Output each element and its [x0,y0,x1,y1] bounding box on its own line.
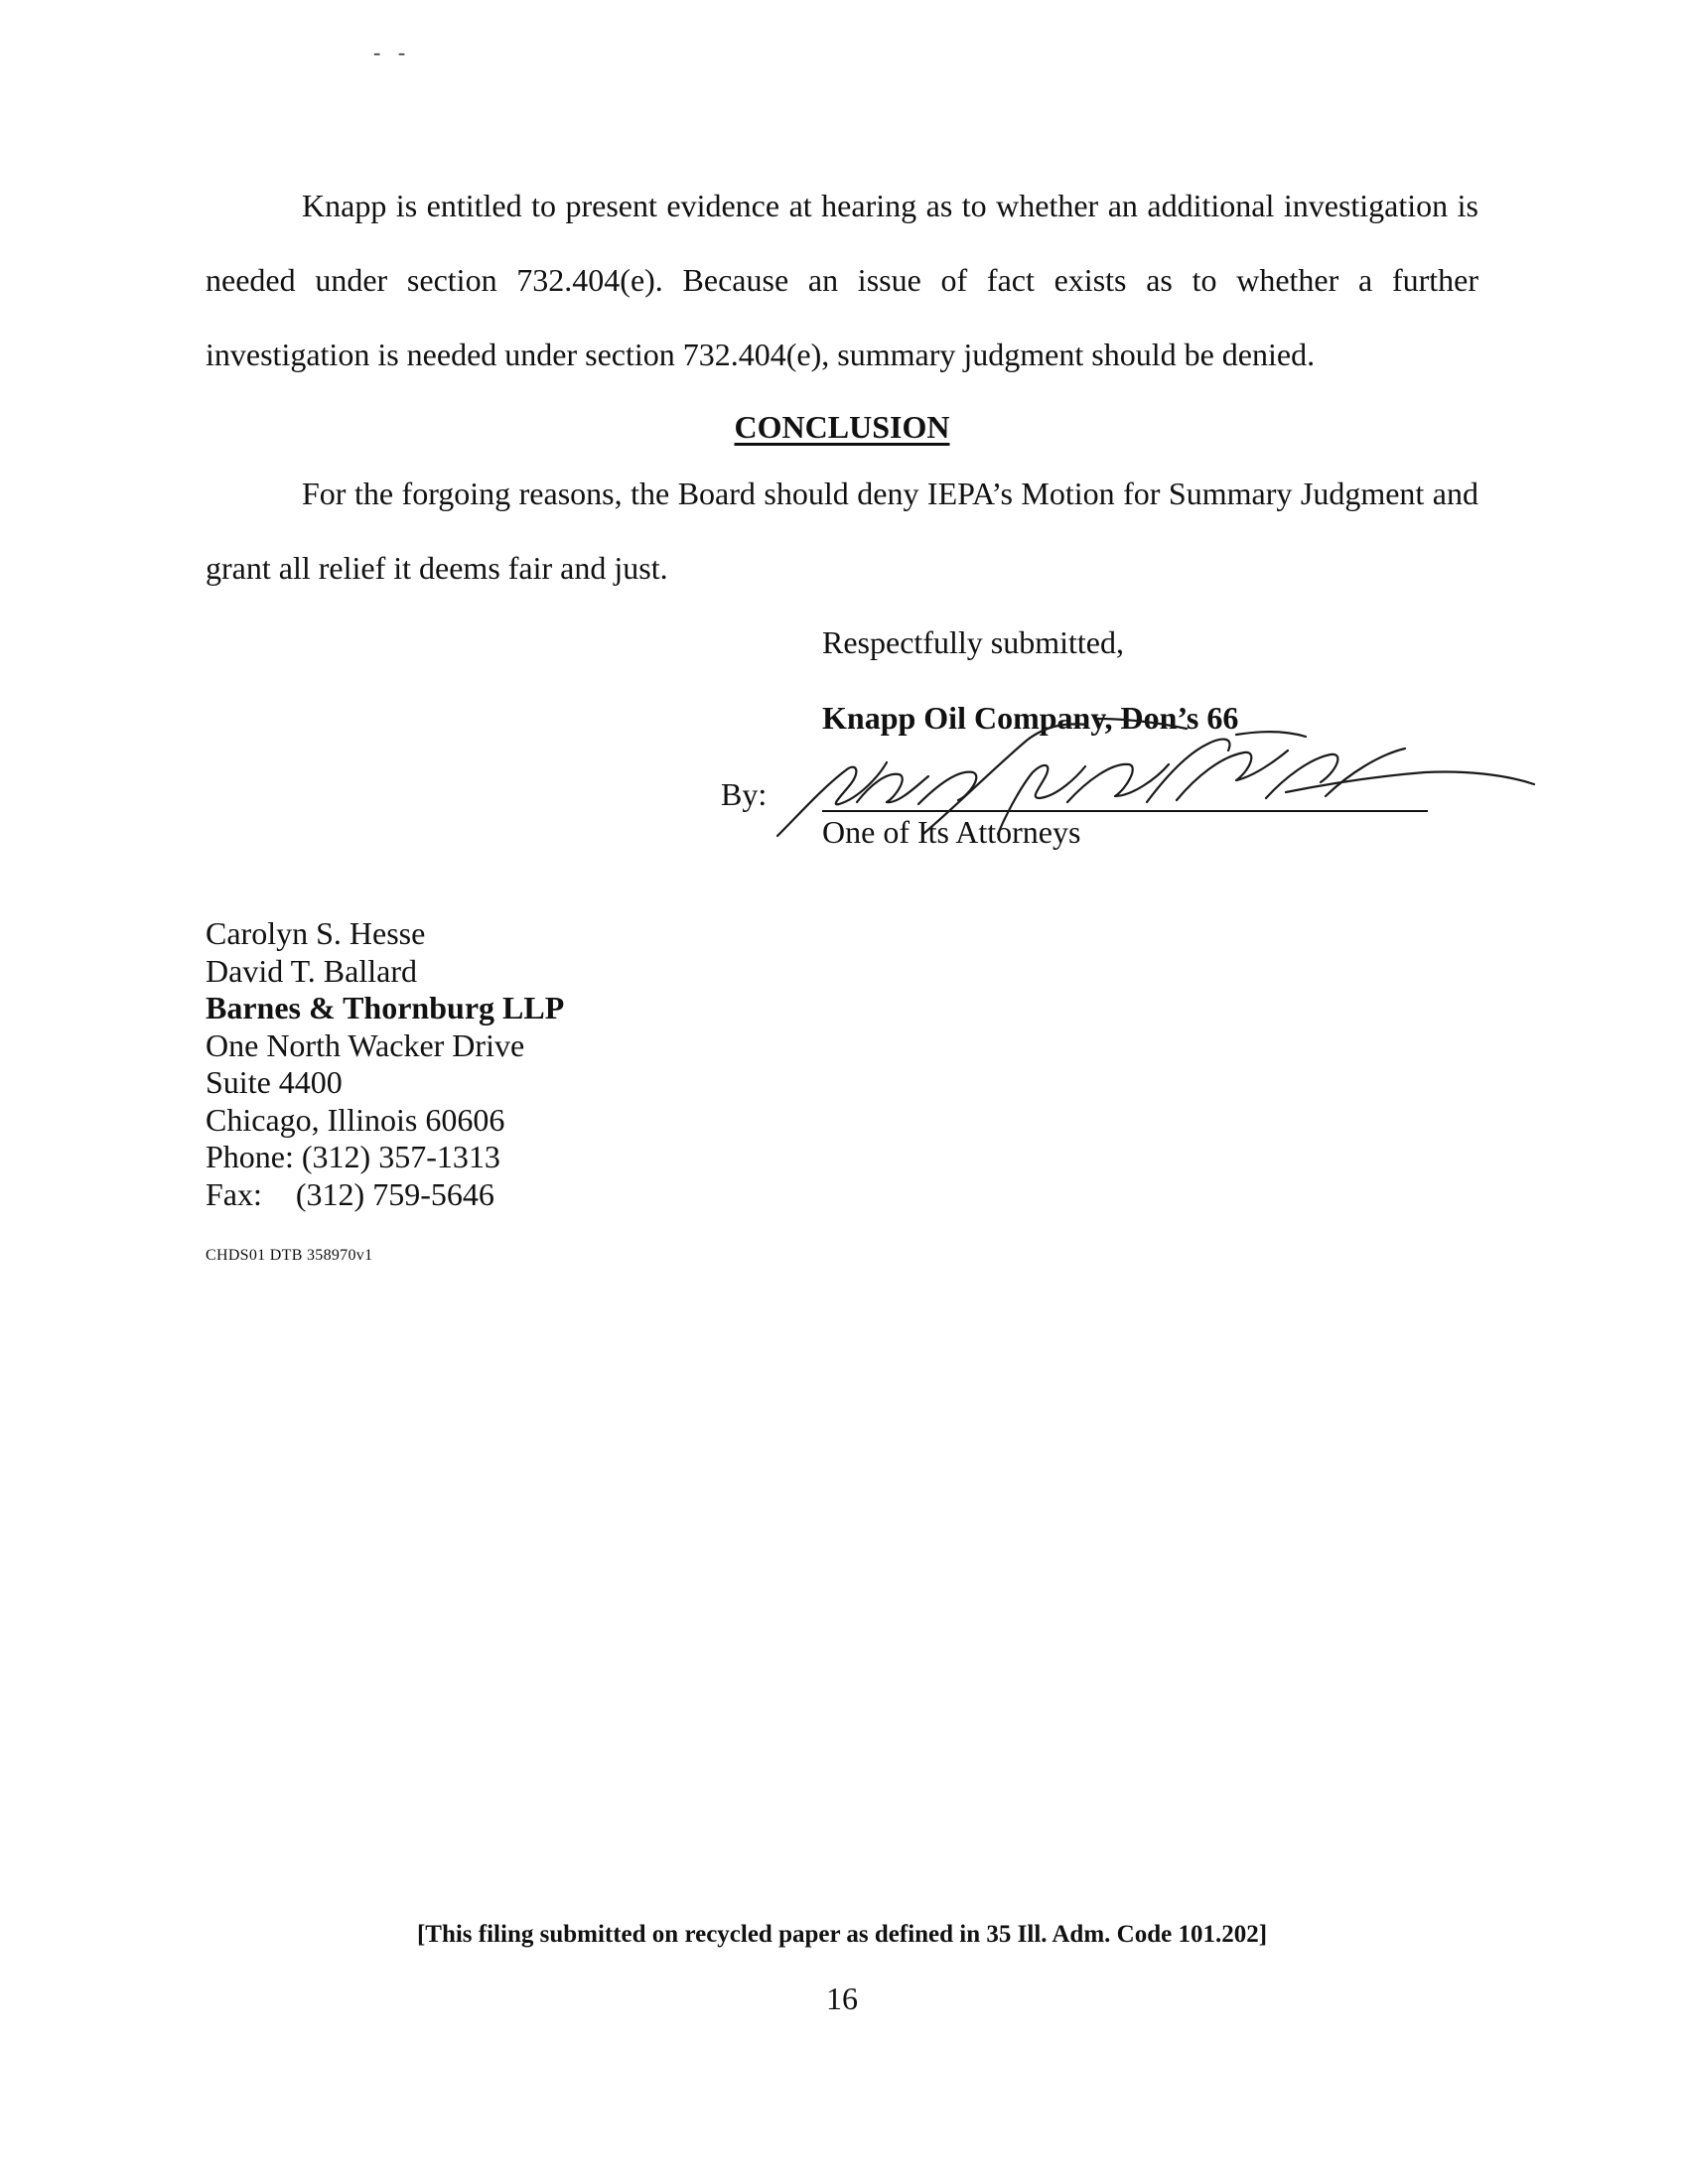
paragraph-investigation: Knapp is entitled to present evidence at hearing as to whether an additional investigation is needed under section 732.404(e). Because an issue of fact exists as to whether a further investigation is needed under section 732.404(e), summary judgment should be denied. [206,188,1478,372]
suite-address: Suite 4400 [206,1064,343,1100]
street-address: One North Wacker Drive [206,1026,525,1063]
attorney-name: Carolyn S. Hesse [206,915,426,951]
closing-line: Respectfully submitted, [822,624,1124,660]
page-number: 16 [826,1980,858,2016]
recycled-paper-note: [This filing submitted on recycled paper as defined in 35 Ill. Adm. Code 101.202] [416,1921,1268,1948]
fax-line [206,1176,564,1214]
party-name: Knapp Oil Company, Don’s 66 [822,700,1239,736]
attorney-name: David T. Ballard [206,952,417,989]
counsel-address-block [206,915,564,1213]
fax-number: (312) 759-5646 [295,1175,494,1212]
signature-role: One of Its Attorneys [822,814,1081,850]
scan-mark: - - [373,40,412,65]
paragraph-conclusion: For the forgoing reasons, the Board should deny IEPA’s Motion for Summary Judgment and grant all relief it deems fair and just. [206,476,1478,586]
by-label: By: [721,776,768,812]
fax-label: Fax: [206,1175,262,1212]
section-heading: CONCLUSION [734,409,950,445]
law-firm-name: Barnes & Thornburg LLP [206,990,565,1025]
phone-number: Phone: (312) 357-1313 [206,1139,500,1174]
document-id: CHDS01 DTB 358970v1 [206,1247,373,1264]
handwritten-signature [770,715,1544,844]
city-address: Chicago, Illinois 60606 [206,1101,505,1138]
